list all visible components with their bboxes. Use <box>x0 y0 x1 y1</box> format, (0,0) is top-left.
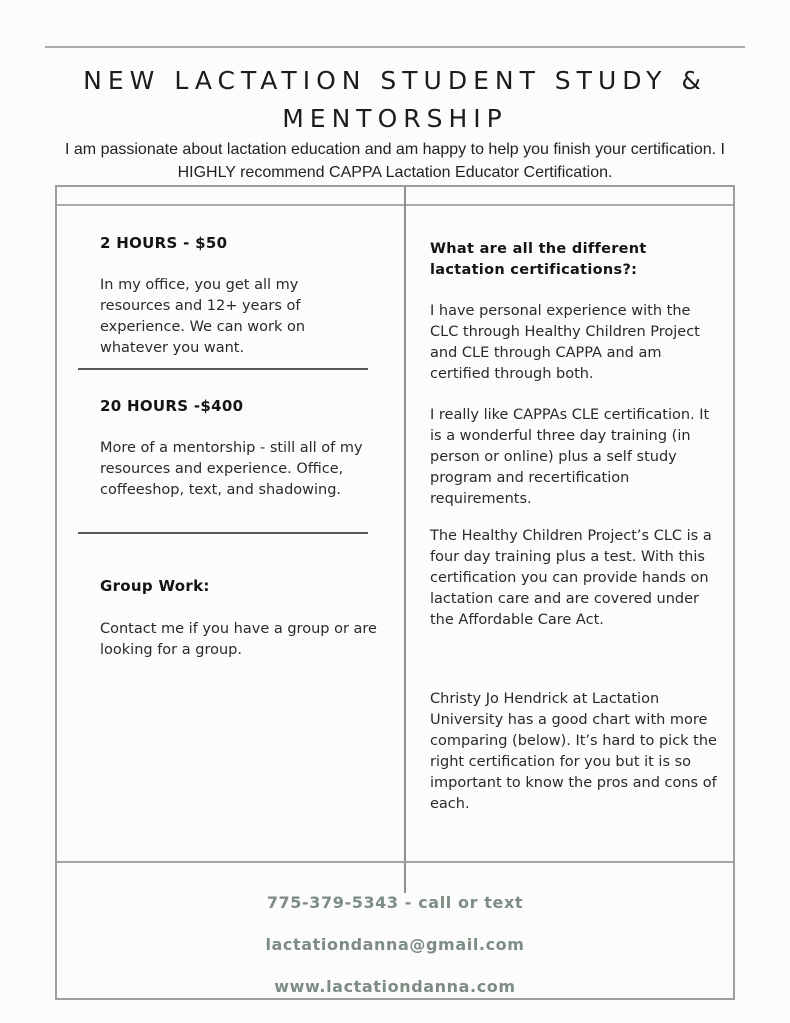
intro-subtitle: I am passionate about lactation education and am happy to help you finish your certification. I HIGHLY recommend CAPPA Lactation Educator Certification. <box>65 141 725 181</box>
contact-phone: 775-379-5343 - call or text <box>266 893 524 912</box>
top-divider-rule <box>45 46 745 48</box>
left-section-divider-2 <box>78 532 368 534</box>
box-header-row-line <box>57 204 733 206</box>
pricing-body-2-hours: In my office, you get all my resources and 12+ years of experience. We can work on whatever you want. <box>100 277 306 356</box>
left-section-divider-1 <box>78 368 368 370</box>
pricing-heading-20-hours: 20 HOURS -$400 <box>100 397 244 415</box>
certifications-paragraph-cappa-cle: I really like CAPPAs CLE certification. It is a wonderful three day training (in person or online) plus a self study program and recertification requirements. <box>430 407 710 507</box>
certifications-paragraph-experience: I have personal experience with the CLC through Healthy Children Project and CLE through CAPPA and am certified through both. <box>430 303 700 382</box>
group-work-body: Contact me if you have a group or are looking for a group. <box>100 621 377 658</box>
page-title: NEW LACTATION STUDENT STUDY & MENTORSHIP <box>83 66 707 133</box>
certifications-question-heading: What are all the different lactation certifications?: <box>430 241 647 278</box>
column-divider <box>404 187 406 893</box>
pricing-heading-2-hours: 2 HOURS - $50 <box>100 234 228 252</box>
certifications-paragraph-clc: The Healthy Children Project’s CLC is a four day training plus a test. With this certification you can provide hands on lactation care and are covered under the Affordable Care Act. <box>430 528 712 628</box>
content-box <box>55 185 735 1000</box>
contact-email: lactationdanna@gmail.com <box>265 935 525 954</box>
contact-website: www.lactationdanna.com <box>274 977 516 996</box>
group-work-heading: Group Work: <box>100 577 210 595</box>
pricing-body-20-hours: More of a mentorship - still all of my resources and experience. Office, coffeeshop, text, and shadowing. <box>100 440 363 498</box>
footer-separator-line <box>57 861 733 863</box>
certifications-paragraph-comparison: Christy Jo Hendrick at Lactation University has a good chart with more comparing (below). It’s hard to pick the right certification for you but it is so important to know the pros and cons of each. <box>430 691 717 812</box>
